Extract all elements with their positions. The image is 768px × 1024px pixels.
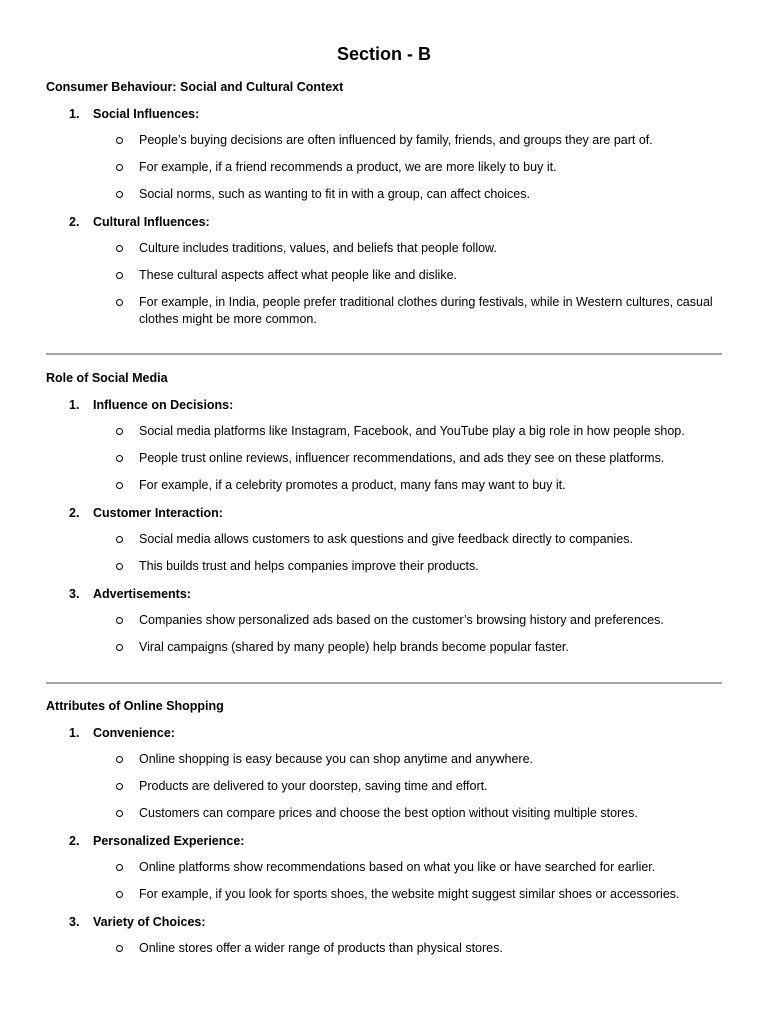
bullet-item <box>46 477 722 494</box>
bullet-text: People trust online reviews, influencer recommendations, and ads they see on these platforms. <box>139 451 665 465</box>
section-social-media <box>46 369 722 666</box>
bullet-text: Culture includes traditions, values, and beliefs that people follow. <box>139 241 497 255</box>
bullet-circle-icon <box>116 455 123 462</box>
item-label: Cultural Influences: <box>93 215 210 229</box>
bullet-item <box>46 294 722 328</box>
section-online-shopping <box>46 697 722 967</box>
page-title: Section - B <box>336 44 431 64</box>
item-label: Customer Interaction: <box>93 506 223 520</box>
bullet-text: Products are delivered to your doorstep, saving time and effort. <box>139 779 488 793</box>
item-heading <box>46 585 722 603</box>
bullet-item <box>46 859 722 876</box>
item-heading <box>46 213 722 231</box>
bullet-circle-icon <box>116 563 123 570</box>
bullet-circle-icon <box>116 191 123 198</box>
bullet-text: Online stores offer a wider range of products than physical stores. <box>139 941 503 955</box>
list-item <box>46 105 722 203</box>
list-item <box>46 504 722 575</box>
item-label: Variety of Choices: <box>93 915 206 929</box>
bullet-circle-icon <box>116 164 123 171</box>
bullet-text: Online platforms show recommendations based on what you like or have searched for earlier. <box>139 860 656 874</box>
item-number: 3. <box>69 587 80 601</box>
bullet-circle-icon <box>116 536 123 543</box>
bullet-item <box>46 531 722 548</box>
bullet-circle-icon <box>116 299 123 306</box>
bullet-item <box>46 778 722 795</box>
item-heading <box>46 724 722 742</box>
item-number: 1. <box>69 107 80 121</box>
bullet-item <box>46 886 722 903</box>
bullet-item <box>46 423 722 440</box>
item-number: 3. <box>69 915 80 929</box>
bullet-circle-icon <box>116 644 123 651</box>
section-divider <box>46 353 722 355</box>
bullet-item <box>46 940 722 957</box>
bullet-circle-icon <box>116 945 123 952</box>
bullet-text: Viral campaigns (shared by many people) help brands become popular faster. <box>139 640 569 654</box>
bullet-circle-icon <box>116 137 123 144</box>
bullet-text: Customers can compare prices and choose the best option without visiting multiple stores. <box>139 806 638 820</box>
item-heading <box>46 504 722 522</box>
bullet-text: Social media platforms like Instagram, Facebook, and YouTube play a big role in how people shop. <box>139 424 685 438</box>
bullet-text: This builds trust and helps companies improve their products. <box>139 559 479 573</box>
bullet-item <box>46 558 722 575</box>
bullet-circle-icon <box>116 428 123 435</box>
item-label: Personalized Experience: <box>93 834 245 848</box>
bullet-text: For example, if you look for sports shoes, the website might suggest similar shoes or accessories. <box>139 887 680 901</box>
section-heading: Attributes of Online Shopping <box>46 699 224 713</box>
list-item <box>46 585 722 656</box>
bullet-circle-icon <box>116 864 123 871</box>
item-heading <box>46 105 722 123</box>
list-item <box>46 213 722 328</box>
section-divider <box>46 682 722 684</box>
bullet-circle-icon <box>116 783 123 790</box>
bullet-text: People’s buying decisions are often influenced by family, friends, and groups they are part of. <box>139 133 653 147</box>
item-number: 2. <box>69 834 80 848</box>
item-number: 1. <box>69 398 80 412</box>
bullet-item <box>46 186 722 203</box>
bullet-text: Online shopping is easy because you can shop anytime and anywhere. <box>139 752 534 766</box>
bullet-item <box>46 267 722 284</box>
bullet-circle-icon <box>116 617 123 624</box>
bullet-text: For example, if a celebrity promotes a product, many fans may want to buy it. <box>139 478 566 492</box>
bullet-text: These cultural aspects affect what people like and dislike. <box>139 268 458 282</box>
item-number: 2. <box>69 506 80 520</box>
item-heading <box>46 396 722 414</box>
item-number: 2. <box>69 215 80 229</box>
bullet-item <box>46 159 722 176</box>
bullet-text: For example, in India, people prefer traditional clothes during festivals, while in Western cultures, casual clothes might be more common. <box>139 295 713 326</box>
item-label: Convenience: <box>93 726 175 740</box>
bullet-circle-icon <box>116 272 123 279</box>
bullet-item <box>46 240 722 257</box>
bullet-text: Social media allows customers to ask questions and give feedback directly to companies. <box>139 532 634 546</box>
item-label: Advertisements: <box>93 587 191 601</box>
list-item <box>46 396 722 494</box>
list-item <box>46 724 722 822</box>
bullet-item <box>46 132 722 149</box>
item-heading <box>46 832 722 850</box>
item-number: 1. <box>69 726 80 740</box>
item-label: Influence on Decisions: <box>93 398 234 412</box>
bullet-circle-icon <box>116 891 123 898</box>
bullet-text: Companies show personalized ads based on the customer’s browsing history and preferences. <box>139 613 664 627</box>
bullet-item <box>46 450 722 467</box>
bullet-text: For example, if a friend recommends a product, we are more likely to buy it. <box>139 160 557 174</box>
bullet-item <box>46 612 722 629</box>
bullet-item <box>46 805 722 822</box>
bullet-circle-icon <box>116 482 123 489</box>
bullet-circle-icon <box>116 810 123 817</box>
bullet-item <box>46 639 722 656</box>
item-heading <box>46 913 722 931</box>
list-item <box>46 832 722 903</box>
section-heading: Role of Social Media <box>46 371 168 385</box>
bullet-text: Social norms, such as wanting to fit in with a group, can affect choices. <box>139 187 530 201</box>
section-heading: Consumer Behaviour: Social and Cultural Context <box>46 80 344 94</box>
bullet-item <box>46 751 722 768</box>
bullet-circle-icon <box>116 245 123 252</box>
bullet-circle-icon <box>116 756 123 763</box>
list-item <box>46 913 722 957</box>
item-label: Social Influences: <box>93 107 200 121</box>
section-consumer-behaviour <box>46 78 722 338</box>
